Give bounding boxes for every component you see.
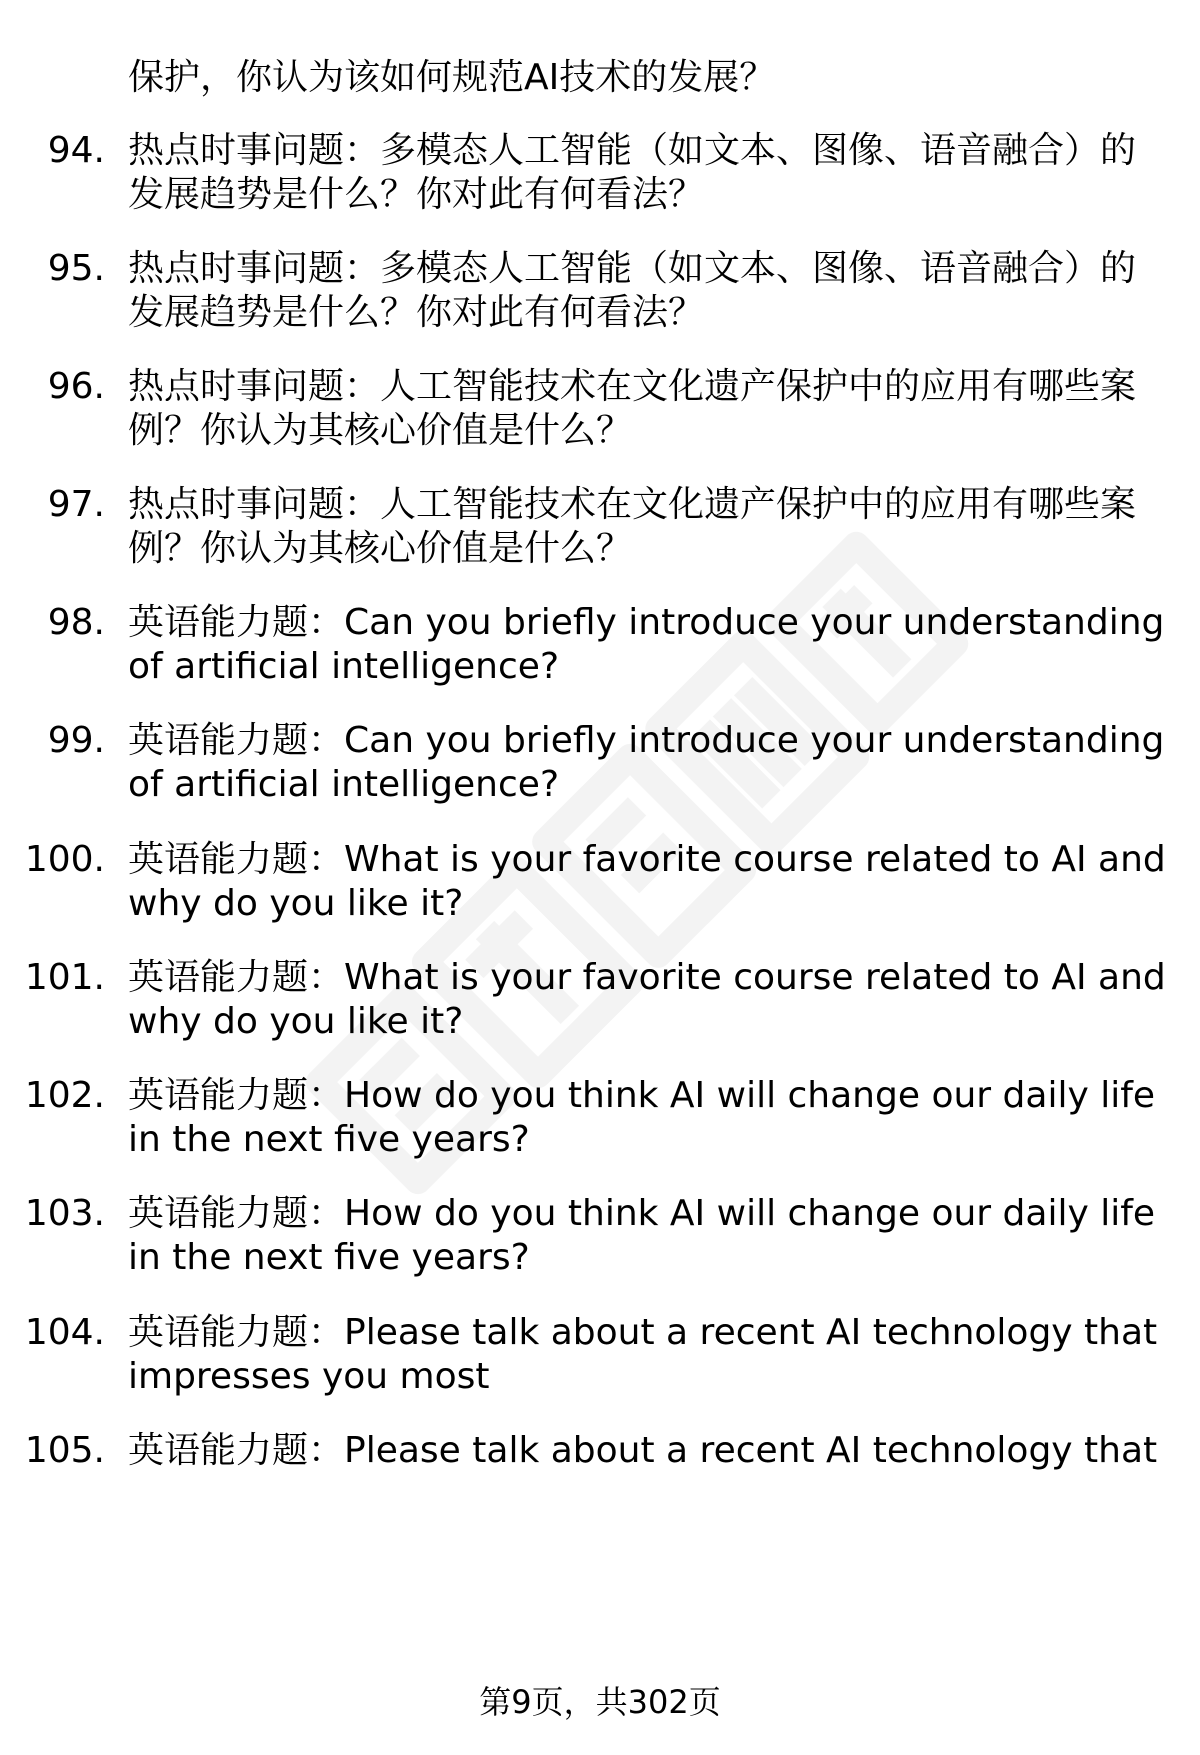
list-item: [0, 1308, 1200, 1358]
question-text: 英语能力题：What is your favorite course related to AI and: [128, 957, 1166, 998]
question-text: 热点时事问题：人工智能技术在文化遗产保护中的应用有哪些案: [128, 484, 1137, 525]
list-item-continuation: [0, 760, 1200, 810]
list-item-continuation: [0, 288, 1200, 338]
question-number: 105.: [24, 1430, 105, 1471]
list-item: [0, 480, 1200, 530]
list-item: [0, 1189, 1200, 1239]
list-item-continuation: [0, 1352, 1200, 1402]
question-text: 英语能力题：What is your favorite course related to AI and: [128, 839, 1166, 880]
question-text: 发展趋势是什么？你对此有何看法？: [128, 292, 705, 333]
question-number: 99.: [47, 720, 105, 761]
list-item: [0, 126, 1200, 176]
list-item: [0, 953, 1200, 1003]
list-item: [0, 598, 1200, 648]
question-text: 例？你认为其核心价值是什么？: [128, 410, 633, 451]
list-item-continuation: [0, 642, 1200, 692]
question-text: 热点时事问题：多模态人工智能（如文本、图像、语音融合）的: [128, 130, 1137, 171]
list-item: [0, 1071, 1200, 1121]
question-text: 保护，你认为该如何规范AI技术的发展？: [128, 57, 776, 98]
list-item-continuation: [0, 406, 1200, 456]
question-text: in the next five years?: [128, 1237, 530, 1278]
question-text: 英语能力题：How do you think AI will change our daily life: [128, 1193, 1156, 1234]
question-text: why do you like it?: [128, 1001, 464, 1042]
question-number: 96.: [47, 366, 105, 407]
question-number: 100.: [24, 839, 105, 880]
question-number: 104.: [24, 1312, 105, 1353]
question-number: 94.: [47, 130, 105, 171]
question-text: 英语能力题：Please talk about a recent AI technology that: [128, 1312, 1158, 1353]
list-item-continuation: [0, 170, 1200, 220]
list-item: [0, 362, 1200, 412]
page-number-footer: 第9页，共302页: [479, 1683, 721, 1721]
question-text: 发展趋势是什么？你对此有何看法？: [128, 174, 705, 215]
list-item: [0, 835, 1200, 885]
question-text: impresses you most: [128, 1356, 490, 1397]
list-item-continuation: [0, 1115, 1200, 1165]
list-item-continuation: [0, 879, 1200, 929]
list-item-continuation: [0, 997, 1200, 1047]
question-text: 英语能力题：Can you briefly introduce your understanding: [128, 602, 1165, 643]
list-item: [0, 244, 1200, 294]
list-item: [0, 1426, 1200, 1476]
list-item-continuation: [0, 1233, 1200, 1283]
question-number: 103.: [24, 1193, 105, 1234]
question-text: of artificial intelligence?: [128, 646, 560, 687]
question-number: 101.: [24, 957, 105, 998]
list-item: [0, 716, 1200, 766]
question-number: 97.: [47, 484, 105, 525]
question-text: in the next five years?: [128, 1119, 530, 1160]
list-item: [0, 53, 1200, 103]
question-text: 英语能力题：Can you briefly introduce your understanding: [128, 720, 1165, 761]
question-text: why do you like it?: [128, 883, 464, 924]
question-text: 热点时事问题：人工智能技术在文化遗产保护中的应用有哪些案: [128, 366, 1137, 407]
question-number: 95.: [47, 248, 105, 289]
question-number: 98.: [47, 602, 105, 643]
question-text: 英语能力题：Please talk about a recent AI technology that: [128, 1430, 1158, 1471]
question-text: 英语能力题：How do you think AI will change our daily life: [128, 1075, 1156, 1116]
question-text: of artificial intelligence?: [128, 764, 560, 805]
question-text: 例？你认为其核心价值是什么？: [128, 528, 633, 569]
question-number: 102.: [24, 1075, 105, 1116]
question-text: 热点时事问题：多模态人工智能（如文本、图像、语音融合）的: [128, 248, 1137, 289]
list-item-continuation: [0, 524, 1200, 574]
